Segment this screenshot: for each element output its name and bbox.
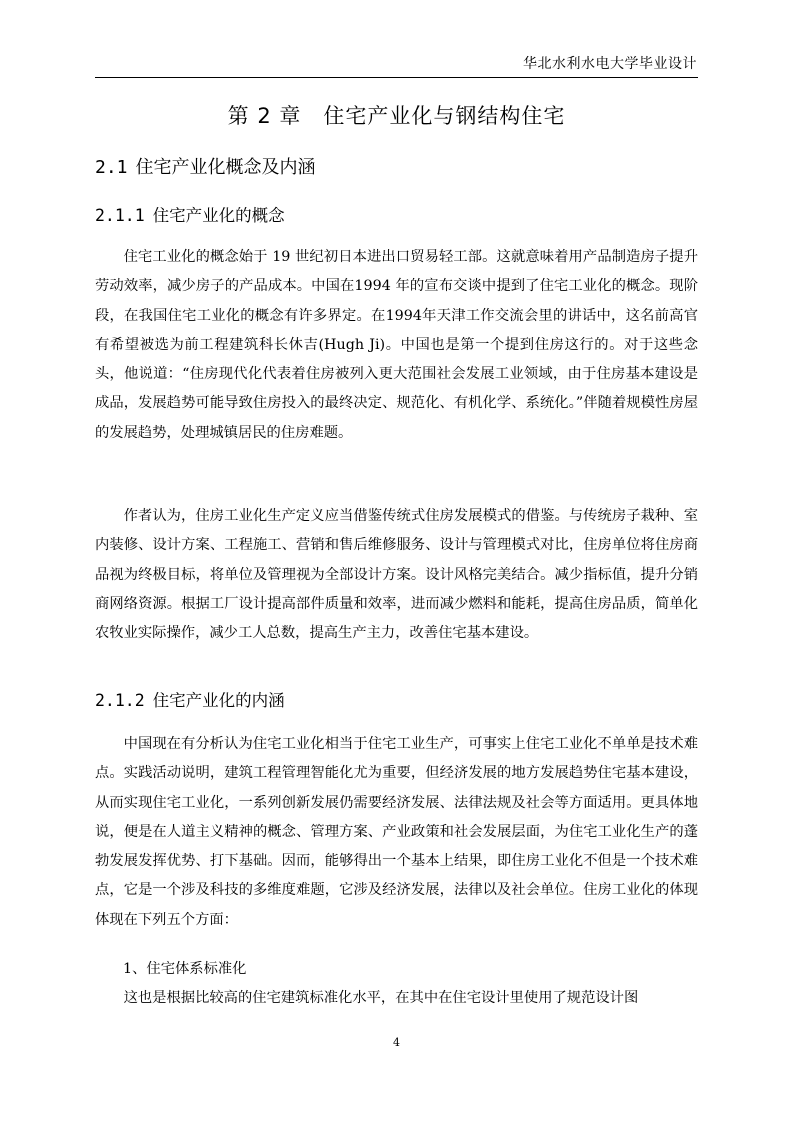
subsection-title: 住宅产业化的概念 (152, 206, 285, 225)
subsection-number: 2.1.1 (95, 206, 145, 225)
paragraph-connotation-1: 中国现在有分析认为住宅工业化相当于住宅工业生产，可事实上住宅工业化不单单是技术难点。实践活动说明，建筑工程管理智能化尤为重要，但经济发展的地方发展趋势住宅基本建设，从而实现住宅工业化，一系列创新发展仍需要经济发展、法律法规及社会等方面适用。更具体地说，便是在人道主义精神的概念、管理方案、产业政策和社会发展层面，为住宅工业化生产的蓬勃发展发挥优势、打下基础。因而，能够得出一个基本上结果，即住房工业化不但是一个技术难点，它是一个涉及科技的多维度难题，它涉及经济发展，法律以及社会单位。住房工业化的体现体现在下列五个方面： (95, 736, 698, 928)
subsection-heading-2-1-1 (95, 205, 285, 227)
chapter-title: 第 2 章 住宅产业化与钢结构住宅 (227, 104, 566, 128)
paragraph-standardization: 这也是根据比较高的住宅建筑标准化水平，在其中在住宅设计里使用了规范设计图 (123, 990, 639, 1006)
paragraph-concept-2: 作者认为，住房工业化生产定义应当借鉴传统式住房发展模式的借鉴。与传统房子栽种、室内装修、设计方案、工程施工、营销和售后维修服务、设计与管理模式对比，住房单位将住房商品视为终极目标，将单位及管理视为全部设计方案。设计风格完美结合。减少指标值，提升分销商网络资源。根据工厂设计提高部件质量和效率，进而减少燃料和能耗，提高住房品质，简单化农牧业实际操作，减少工人总数，提高生产主力，改善住宅基本建设。 (95, 508, 698, 641)
paragraph-concept-1: 住宅工业化的概念始于 19 世纪初日本进出口贸易轻工部。这就意味着用产品制造房子提升劳动效率，减少房子的产品成本。中国在1994 年的宣布交谈中提到了住宅工业化的概念。现阶段，在我国住宅工业化的概念有许多界定。在1994年天津工作交流会里的讲话中，这名前高官有希望被选为前工程建筑科长休吉(Hugh Ji)。中国也是第一个提到住房这行的。对于这些念头，他说道：“住房现代化代表着住房被列入更大范围社会发展工业领域，由于住房基本建设是成品，发展趋势可能导致住房投入的最终决定、规范化、有机化学、系统化。”伴随着规模性房屋的发展趋势，处理城镇居民的住房难题。 (95, 249, 698, 441)
subsection-number: 2.1.2 (95, 691, 145, 710)
page-header-text: 华北水利水电大学毕业设计 (523, 56, 697, 72)
section-heading-2-1 (95, 156, 316, 180)
header-rule (95, 77, 698, 78)
list-item-standardization: 1、住宅体系标准化 (123, 961, 247, 977)
page-number: 4 (393, 1036, 400, 1049)
subsection-heading-2-1-2 (95, 690, 285, 712)
section-title: 住宅产业化概念及内涵 (135, 157, 316, 178)
subsection-title: 住宅产业化的内涵 (152, 691, 285, 710)
section-number: 2.1 (95, 157, 128, 178)
